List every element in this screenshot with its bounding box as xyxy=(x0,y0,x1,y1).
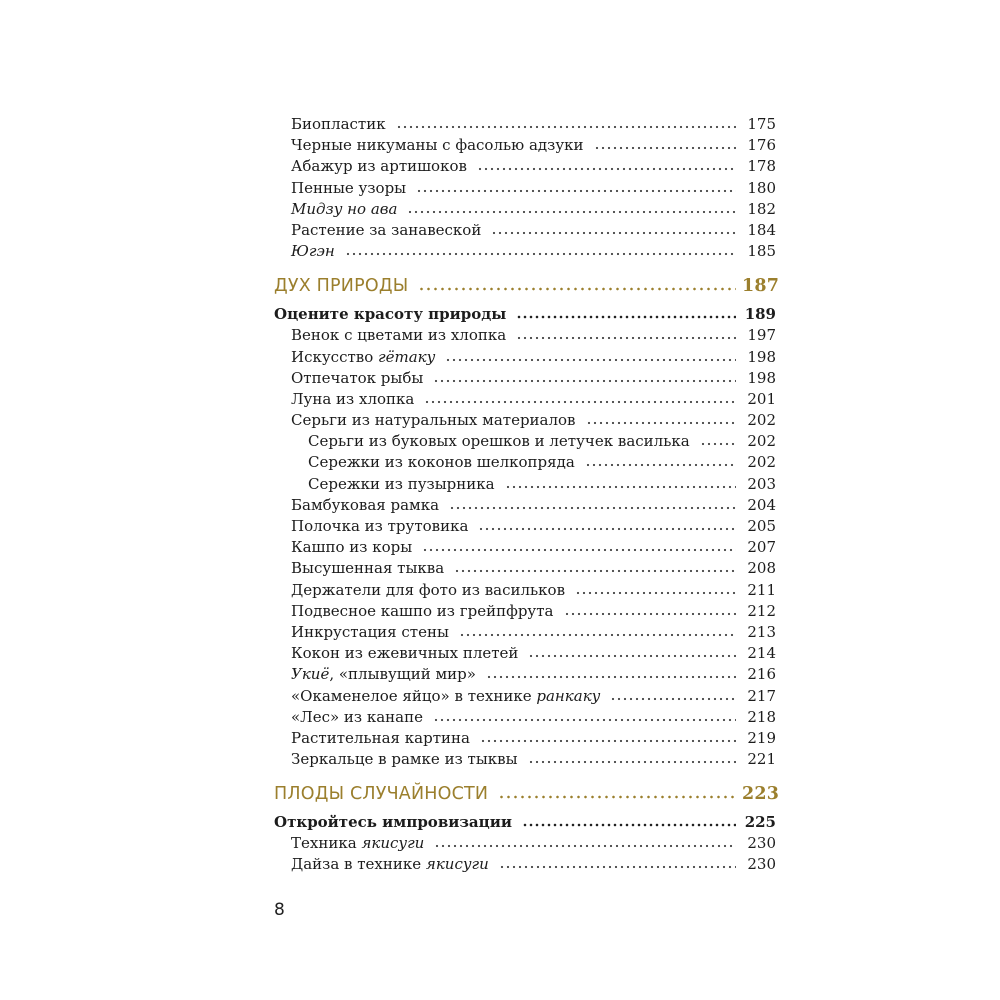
dot-leader xyxy=(528,751,736,765)
toc-page-number: 175 xyxy=(747,115,776,133)
toc-entry-title xyxy=(291,241,335,262)
toc-entry xyxy=(274,686,776,707)
dot-leader xyxy=(477,158,736,172)
toc-page-number: 182 xyxy=(747,199,776,218)
title-fragment: Биопластик xyxy=(291,115,386,133)
title-fragment: Искусство xyxy=(291,347,379,366)
title-fragment: Дайза в технике xyxy=(291,855,426,874)
toc-entry-title xyxy=(291,580,565,601)
toc-page-number: 217 xyxy=(747,686,776,705)
title-fragment: Абажур из артишоков xyxy=(291,157,467,176)
title-fragment: Кокон из ежевичных плетей xyxy=(291,644,519,663)
toc-page-number: 176 xyxy=(747,136,776,155)
title-fragment: Оцените красоту природы xyxy=(274,305,507,324)
title-fragment: Отпечаток рыбы xyxy=(291,368,424,387)
toc-entry xyxy=(274,516,776,537)
title-fragment: «Окаменелое яйцо» в технике xyxy=(291,686,537,705)
title-fragment: ПЛОДЫ СЛУЧАЙНОСТИ xyxy=(274,784,489,805)
title-fragment: Черные никуманы с фасолью адзуки xyxy=(291,136,584,155)
toc-entry xyxy=(274,347,776,368)
toc-entry-title xyxy=(291,114,386,135)
title-fragment: Укиё xyxy=(291,665,330,684)
toc-entry xyxy=(274,199,776,220)
toc-entry-title xyxy=(291,833,424,854)
dot-leader xyxy=(498,784,736,800)
toc-entry-title xyxy=(291,389,414,410)
toc-entry xyxy=(274,707,776,728)
toc-page-number: 201 xyxy=(747,389,776,408)
toc-entry xyxy=(274,580,776,601)
toc-entry xyxy=(274,389,776,410)
toc-page-number: 185 xyxy=(747,242,776,261)
toc-entry-title xyxy=(291,728,470,749)
title-fragment: Держатели для фото из васильков xyxy=(291,580,566,599)
toc-entry xyxy=(274,452,776,473)
toc-page-number: 218 xyxy=(747,707,776,726)
toc-entry-title xyxy=(274,274,408,298)
toc-page-number: 207 xyxy=(747,538,776,557)
dot-leader xyxy=(449,496,736,510)
toc-entry-title xyxy=(291,749,518,770)
toc-entry-title xyxy=(291,854,489,875)
toc-entry-title xyxy=(291,325,506,346)
toc-entry-title xyxy=(291,707,423,728)
dot-leader xyxy=(422,539,736,553)
page-number: 8 xyxy=(274,900,285,920)
toc-page-number: 202 xyxy=(747,453,776,472)
toc-page-number: 212 xyxy=(747,601,776,620)
toc-page-number: 216 xyxy=(747,665,776,684)
toc-page-number: 221 xyxy=(747,750,776,769)
toc-entry-title xyxy=(274,303,506,325)
toc-entry-title xyxy=(308,474,495,495)
dot-leader xyxy=(424,390,736,404)
toc-page-number: 208 xyxy=(747,559,776,578)
toc-entry-title xyxy=(308,452,575,473)
toc-entry-title xyxy=(291,686,600,707)
dot-leader xyxy=(516,327,736,341)
toc-chapter xyxy=(274,303,776,325)
toc-entry-title xyxy=(291,558,444,579)
dot-leader xyxy=(586,412,737,426)
toc-page-number: 178 xyxy=(747,157,776,176)
toc-entry xyxy=(274,622,776,643)
dot-leader xyxy=(445,348,736,362)
toc-entry xyxy=(274,410,776,431)
dot-leader xyxy=(434,835,736,849)
dot-leader xyxy=(407,200,736,214)
dot-leader xyxy=(499,856,736,870)
dot-leader xyxy=(491,221,736,235)
toc-page-number: 197 xyxy=(747,326,776,345)
toc-entry-title xyxy=(274,811,512,833)
toc-entry xyxy=(274,474,776,495)
toc-entry-title xyxy=(274,782,488,806)
dot-leader xyxy=(594,137,736,151)
toc-page-number: 198 xyxy=(747,347,776,366)
toc-entry xyxy=(274,178,776,199)
toc-page-number: 211 xyxy=(747,580,776,599)
toc-entry xyxy=(274,156,776,177)
title-fragment: Мидзу но ава xyxy=(291,199,398,218)
toc-entry xyxy=(274,833,776,854)
toc-page-number: 189 xyxy=(744,305,776,324)
toc-page-number: 204 xyxy=(747,495,776,514)
dot-leader xyxy=(454,560,736,574)
title-fragment: Пенные узоры xyxy=(291,178,407,197)
toc-entry-title xyxy=(291,347,435,368)
toc-entry-title xyxy=(291,516,468,537)
dot-leader xyxy=(396,116,736,130)
toc-entry xyxy=(274,431,776,452)
toc-section xyxy=(274,274,780,298)
dot-leader xyxy=(610,687,736,701)
toc-page-number: 180 xyxy=(747,178,776,197)
title-fragment: Подвесное кашпо из грейпфрута xyxy=(291,601,554,620)
title-fragment: Растительная картина xyxy=(291,728,470,747)
title-fragment: Серьги из натуральных материалов xyxy=(291,411,576,430)
toc-page-number: 225 xyxy=(744,813,776,832)
title-fragment: Техника xyxy=(291,834,362,853)
title-fragment: Венок с цветами из хлопка xyxy=(291,326,507,345)
toc-entry-title xyxy=(291,199,397,220)
dot-leader xyxy=(522,814,736,828)
dot-leader xyxy=(528,645,736,659)
toc-page-number: 219 xyxy=(747,728,776,747)
title-fragment: Зеркальце в рамке из тыквы xyxy=(291,750,518,769)
toc-page-number: 230 xyxy=(747,834,776,853)
toc-entry-title xyxy=(291,537,412,558)
toc-page-number: 230 xyxy=(747,855,776,874)
toc-entry xyxy=(274,643,776,664)
toc-entry xyxy=(274,220,776,241)
toc-page-number: 205 xyxy=(747,517,776,535)
title-fragment: Серьги из буковых орешков и летучек василька xyxy=(308,432,690,451)
title-fragment: Полочка из трутовика xyxy=(291,517,469,535)
title-fragment: Откройтесь импровизации xyxy=(274,813,512,832)
toc-entry-title xyxy=(291,410,576,431)
toc-entry xyxy=(274,749,776,770)
dot-leader xyxy=(480,729,736,743)
title-fragment: Луна из хлопка xyxy=(291,389,415,408)
toc-page-number: 214 xyxy=(747,644,776,663)
dot-leader xyxy=(418,276,736,292)
title-fragment: якисуги xyxy=(361,834,425,853)
toc-entry-title xyxy=(291,664,476,685)
toc-entry xyxy=(274,135,776,156)
dot-leader xyxy=(575,581,736,595)
toc-entry xyxy=(274,495,776,516)
toc-entry xyxy=(274,728,776,749)
toc-entry-title xyxy=(291,368,423,389)
toc-entry-title xyxy=(291,178,406,199)
title-fragment: Высушенная тыква xyxy=(291,559,445,578)
title-fragment: Кашпо из коры xyxy=(291,538,413,557)
toc-entry xyxy=(274,664,776,685)
title-fragment: ДУХ ПРИРОДЫ xyxy=(274,276,409,297)
toc-entry-title xyxy=(308,431,690,452)
dot-leader xyxy=(505,475,736,489)
title-fragment: ранкаку xyxy=(536,686,601,705)
toc-chapter xyxy=(274,811,776,833)
toc-entry-title xyxy=(291,643,518,664)
dot-leader xyxy=(459,623,736,637)
dot-leader xyxy=(433,369,736,383)
toc-entry-title xyxy=(291,495,439,516)
toc-entry-title xyxy=(291,135,584,156)
toc-entry xyxy=(274,558,776,579)
toc-page-number: 202 xyxy=(747,411,776,430)
toc-page-number: 187 xyxy=(742,276,780,297)
toc-entry xyxy=(274,241,776,262)
dot-leader xyxy=(433,708,736,722)
title-fragment: гётаку xyxy=(378,347,436,366)
title-fragment: Бамбуковая рамка xyxy=(291,495,440,514)
title-fragment: якисуги xyxy=(425,855,489,874)
title-fragment: Растение за занавеской xyxy=(291,220,482,239)
title-fragment: Югэн xyxy=(291,242,335,261)
toc-page-number: 213 xyxy=(747,622,776,641)
dot-leader xyxy=(700,433,736,447)
toc-entry-title xyxy=(291,601,554,622)
toc-entry xyxy=(274,601,776,622)
table-of-contents xyxy=(274,114,780,876)
toc-page-number: 202 xyxy=(747,432,776,451)
toc-entry xyxy=(274,854,776,875)
dot-leader xyxy=(585,454,736,468)
toc-entry xyxy=(274,368,776,389)
toc-page-number: 184 xyxy=(747,220,776,239)
toc-page-number: 203 xyxy=(747,474,776,493)
toc-entry xyxy=(274,537,776,558)
dot-leader xyxy=(478,518,736,532)
toc-entry-title xyxy=(291,220,481,241)
title-fragment: «Лес» из канапе xyxy=(291,707,423,726)
title-fragment: Сережки из пузырника xyxy=(308,474,495,493)
toc-entry-title xyxy=(291,622,449,643)
dot-leader xyxy=(516,306,736,320)
toc-page-number: 223 xyxy=(742,784,780,805)
toc-entry xyxy=(274,114,776,135)
dot-leader xyxy=(416,179,736,193)
dot-leader xyxy=(564,602,737,616)
dot-leader xyxy=(486,666,736,680)
dot-leader xyxy=(345,243,736,257)
toc-entry xyxy=(274,325,776,346)
title-fragment: Сережки из коконов шелкопряда xyxy=(308,453,575,472)
toc-entry-title xyxy=(291,156,467,177)
title-fragment: , «плывущий мир» xyxy=(329,665,476,684)
toc-section xyxy=(274,782,780,806)
title-fragment: Инкрустация стены xyxy=(291,622,449,641)
toc-page-number: 198 xyxy=(747,368,776,387)
